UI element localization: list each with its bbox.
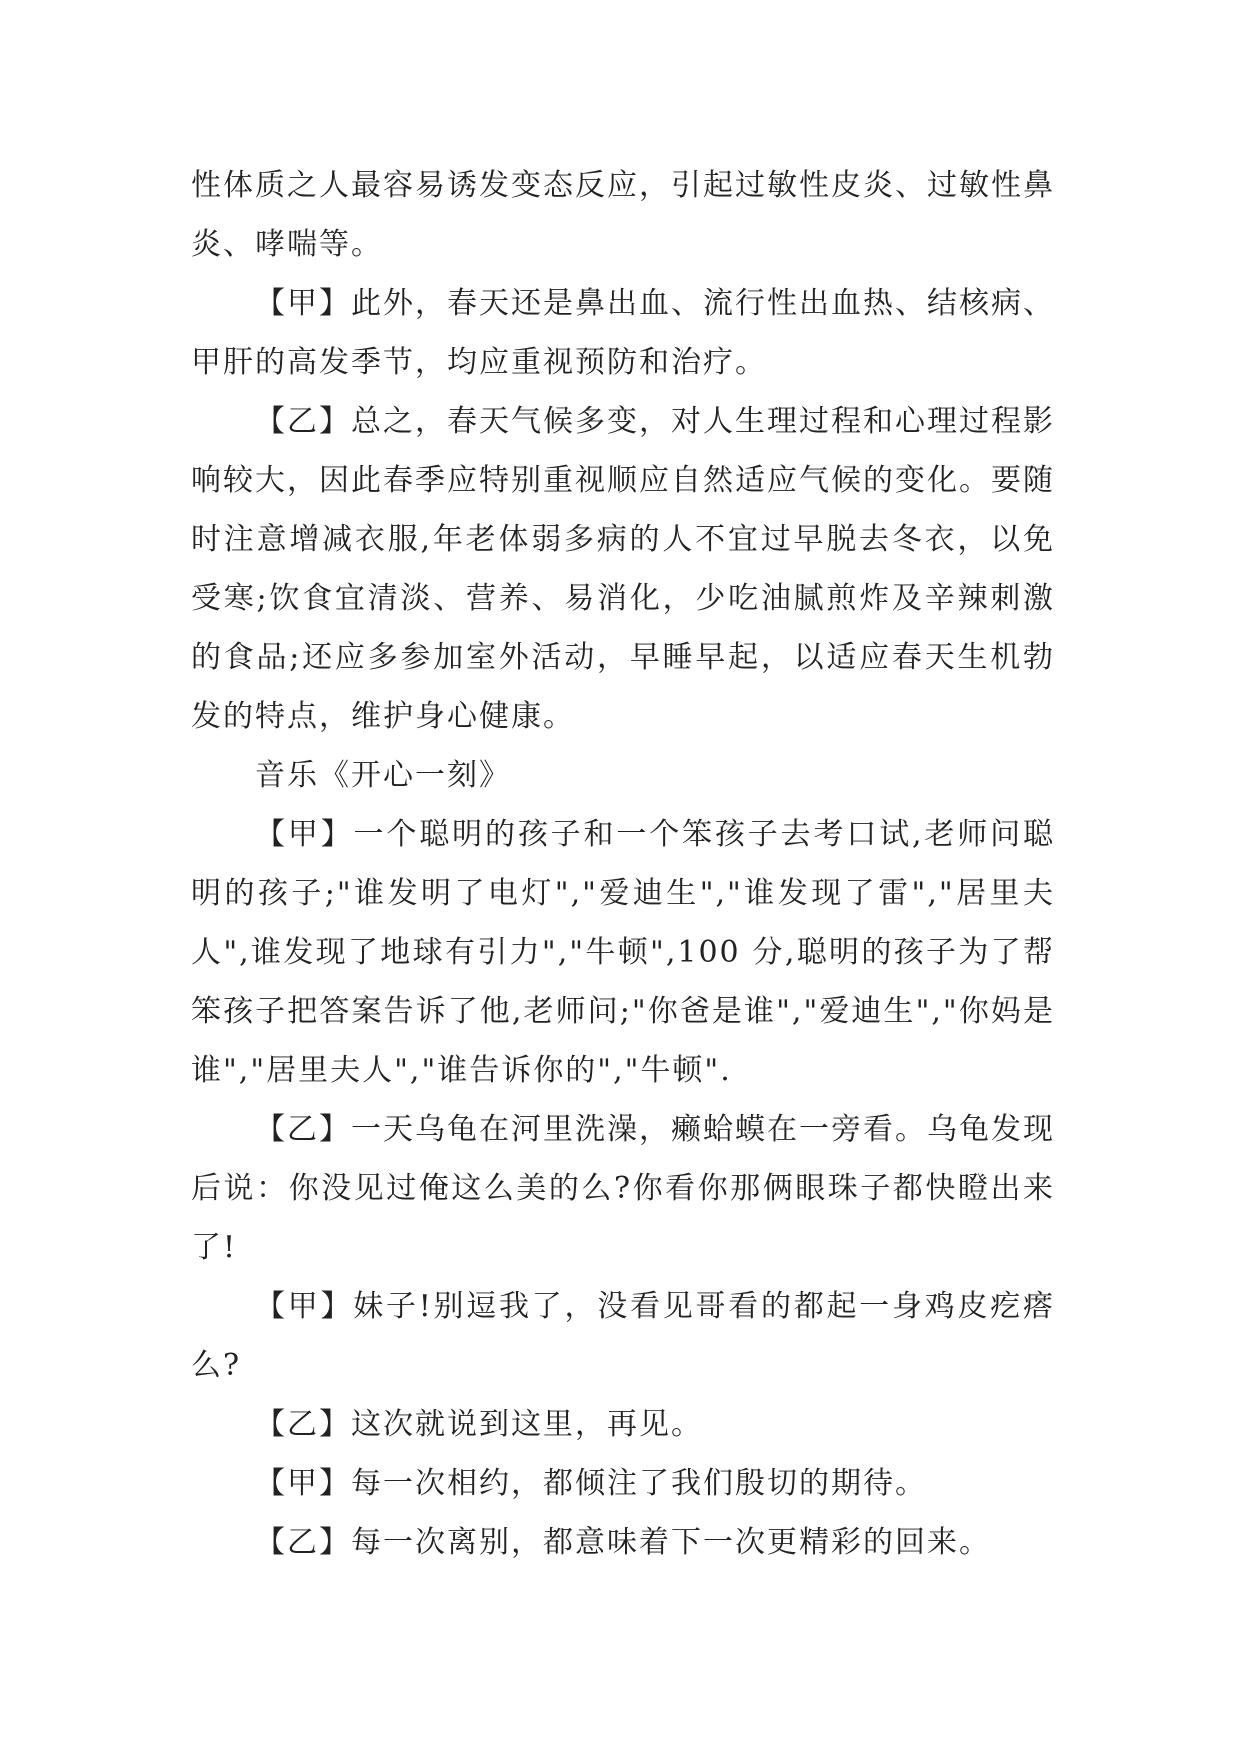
paragraph-jia-spring-diseases: 【甲】此外，春天还是鼻出血、流行性出血热、结核病、甲肝的高发季节，均应重视预防和治疗。 [191, 286, 1055, 380]
paragraph-yi-summary: 【乙】总之，春天气候多变，对人生理过程和心理过程影响较大，因此春季应特别重视顺应自然适应气候的变化。要随时注意增减衣服,年老体弱多病的人不宜过早脱去冬衣，以免受寒;饮食宜清淡、营养、易消化，少吃油腻煎炸及辛辣刺激的食品;还应多参加室外活动，早睡早起，以适应春天生机勃发的特点，维护身心健康。 [191, 404, 1055, 734]
paragraph-yi-goodbye: 【乙】这次就说到这里，再见。 [255, 1407, 703, 1442]
paragraph-jia-reply: 【甲】妹子!别逗我了，没看见哥看的都起一身鸡皮疙瘩么? [191, 1289, 1055, 1383]
paragraph-music-title: 音乐《开心一刻》 [255, 758, 511, 793]
document-body [191, 156, 1055, 1572]
paragraph-yi-closing: 【乙】每一次离别，都意味着下一次更精彩的回来。 [255, 1525, 991, 1560]
paragraph-yi-joke-turtle: 【乙】一天乌龟在河里洗澡，癞蛤蟆在一旁看。乌龟发现后说：你没见过俺这么美的么?你看你那俩眼珠子都快瞪出来了! [191, 1112, 1055, 1265]
paragraph-jia-joke-exam: 【甲】一个聪明的孩子和一个笨孩子去考口试,老师问聪明的孩子;"谁发明了电灯","爱迪生","谁发现了雷","居里夫人",谁发现了地球有引力","牛顿",100 分,聪明的孩子为了帮笨孩子把答案告诉了他,老师问;"你爸是谁","爱迪生","你妈是谁","居里夫人","谁告诉你的","牛顿". [191, 817, 1055, 1088]
paragraph-allergy-continuation: 性体质之人最容易诱发变态反应，引起过敏性皮炎、过敏性鼻炎、哮喘等。 [191, 168, 1055, 262]
paragraph-jia-closing: 【甲】每一次相约，都倾注了我们殷切的期待。 [255, 1466, 927, 1501]
